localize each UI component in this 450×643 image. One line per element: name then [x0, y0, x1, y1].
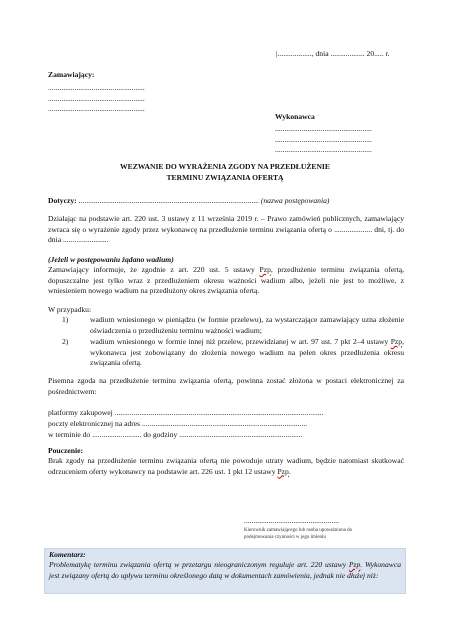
wykonawca-line-3: ................................................... [275, 145, 372, 154]
pouczenie-paragraph [48, 456, 404, 477]
case-2-pzp: Pzp [390, 337, 403, 346]
platform-line: platformy zakupowej .............................................................................................................. [48, 408, 324, 417]
dotyczy-dots: ............................................................................................... [78, 196, 259, 205]
dotyczy-hint: (nazwa postępowania) [260, 196, 330, 205]
komentarz-pzp: Pzp [348, 560, 361, 569]
case-2-text-1: wadium wniesionego w formie innej niż przelew, przewidzianej w art. 97 ust. 7 pkt 2–4 ustawy [90, 337, 391, 346]
comment-box [44, 548, 406, 594]
pisemna-zgoda-paragraph: Pisemna zgoda na przedłużenie terminu związania ofertą, powinna zostać złożona w postaci elektronicznej za pośrednictwem: [48, 376, 404, 396]
deadline-line: w terminie do .......................... do godziny ................................................................. [48, 430, 303, 439]
pouczenie-text-2: . [288, 466, 291, 476]
case-2-text-2: , wykonawca jest zobowiązany do złożenia nowego wadium na pełen okres przedłużenia okresu związania ofertą. [90, 337, 404, 368]
wadium-text-1: Zamawiający informuje, że zgodnie z art. 220 ust. 5 ustawy [48, 265, 260, 274]
wykonawca-line-2: ................................................... [275, 135, 372, 144]
document-title-line-2: TERMINU ZWIĄZANIA OFERTĄ [166, 173, 284, 182]
wykonawca-line-1: ................................................... [275, 124, 372, 133]
signature-dots: .................................................. [244, 516, 339, 525]
wadium-text-2: , przedłużenie terminu związania ofertą, dopuszczalne jest tylko wraz z przedłużeniem okresu ważności wadium albo, jeżeli nie jest to możliwe, z wniesieniem nowego wadium na przedłużony okres związania ofertą. [48, 265, 405, 296]
case-1-number: 1) [62, 315, 69, 324]
komentarz-text [49, 560, 401, 581]
pouczenie-text-1: Brak zgody na przedłużenie terminu związania ofertą nie powoduje utraty wadium, będzie natomiast skutkować odrzuceniem oferty wykonawcy na podstawie art. 226 ust. 1 pkt 12 ustawy [48, 456, 404, 476]
komentarz-text-1: Problematykę terminu związania ofertą w przetargu nieograniczonym reguluje art. 220 ustawy [49, 560, 349, 569]
signature-caption-line-1: Kierownik zamawiającego lub osoba upoważniona do [244, 528, 353, 533]
komentarz-text-2: . Wykonawca jest związany ofertą do upływu terminu określonego datą w dokumentach zamówienia, jednak nie dłużej niż: [49, 560, 401, 580]
zamawiajacy-line-1: ................................................... [48, 83, 145, 92]
pouczenie-label: Pouczenie: [48, 446, 84, 455]
case-2-text [90, 337, 404, 369]
case-1-text: wadium wniesionego w pieniądzu (w formie przelewu), za wystarczające zamawiający uzna złożenie oświadczenia o przedłużeniu terminu ważności wadium; [90, 315, 404, 335]
zamawiajacy-line-3: ................................................... [48, 104, 145, 113]
wadium-pzp: Pzp [259, 265, 271, 274]
komentarz-label: Komentarz: [49, 550, 86, 559]
wadium-heading: (Jeżeli w postępowaniu żądano wadium) [48, 255, 174, 264]
zamawiajacy-label: Zamawiający: [48, 70, 95, 79]
dotyczy-label: Dotyczy: [48, 196, 77, 205]
dotyczy-row [48, 196, 329, 207]
legal-basis-paragraph: Działając na podstawie art. 220 ust. 3 ustawy z 11 września 2019 r. – Prawo zamówień publicznych, zamawiający zwraca się o wyrażenie zgody przez wykonawcę na przedłużenie terminu związania ofertą o .................... dni, tj. do dnia ........................ [48, 214, 404, 245]
wykonawca-label: Wykonawca [275, 112, 315, 121]
place-date-line: |.................., dnia .................. 20..... r. [276, 49, 390, 58]
zamawiajacy-line-2: ................................................... [48, 94, 145, 103]
case-2-number: 2) [62, 337, 69, 346]
document-title-line-1: WEZWANIE DO WYRAŻENIA ZGODY NA PRZEDŁUŻENIE [120, 162, 330, 171]
pouczenie-pzp: Pzp [277, 466, 289, 476]
email-line: poczty elektronicznej na adres ....................................................................................... [48, 419, 308, 428]
signature-caption-line-2: podejmowania czynności w jego imieniu [244, 535, 326, 540]
w-przypadku-label: W przypadku: [48, 305, 92, 314]
wadium-paragraph [48, 265, 404, 297]
